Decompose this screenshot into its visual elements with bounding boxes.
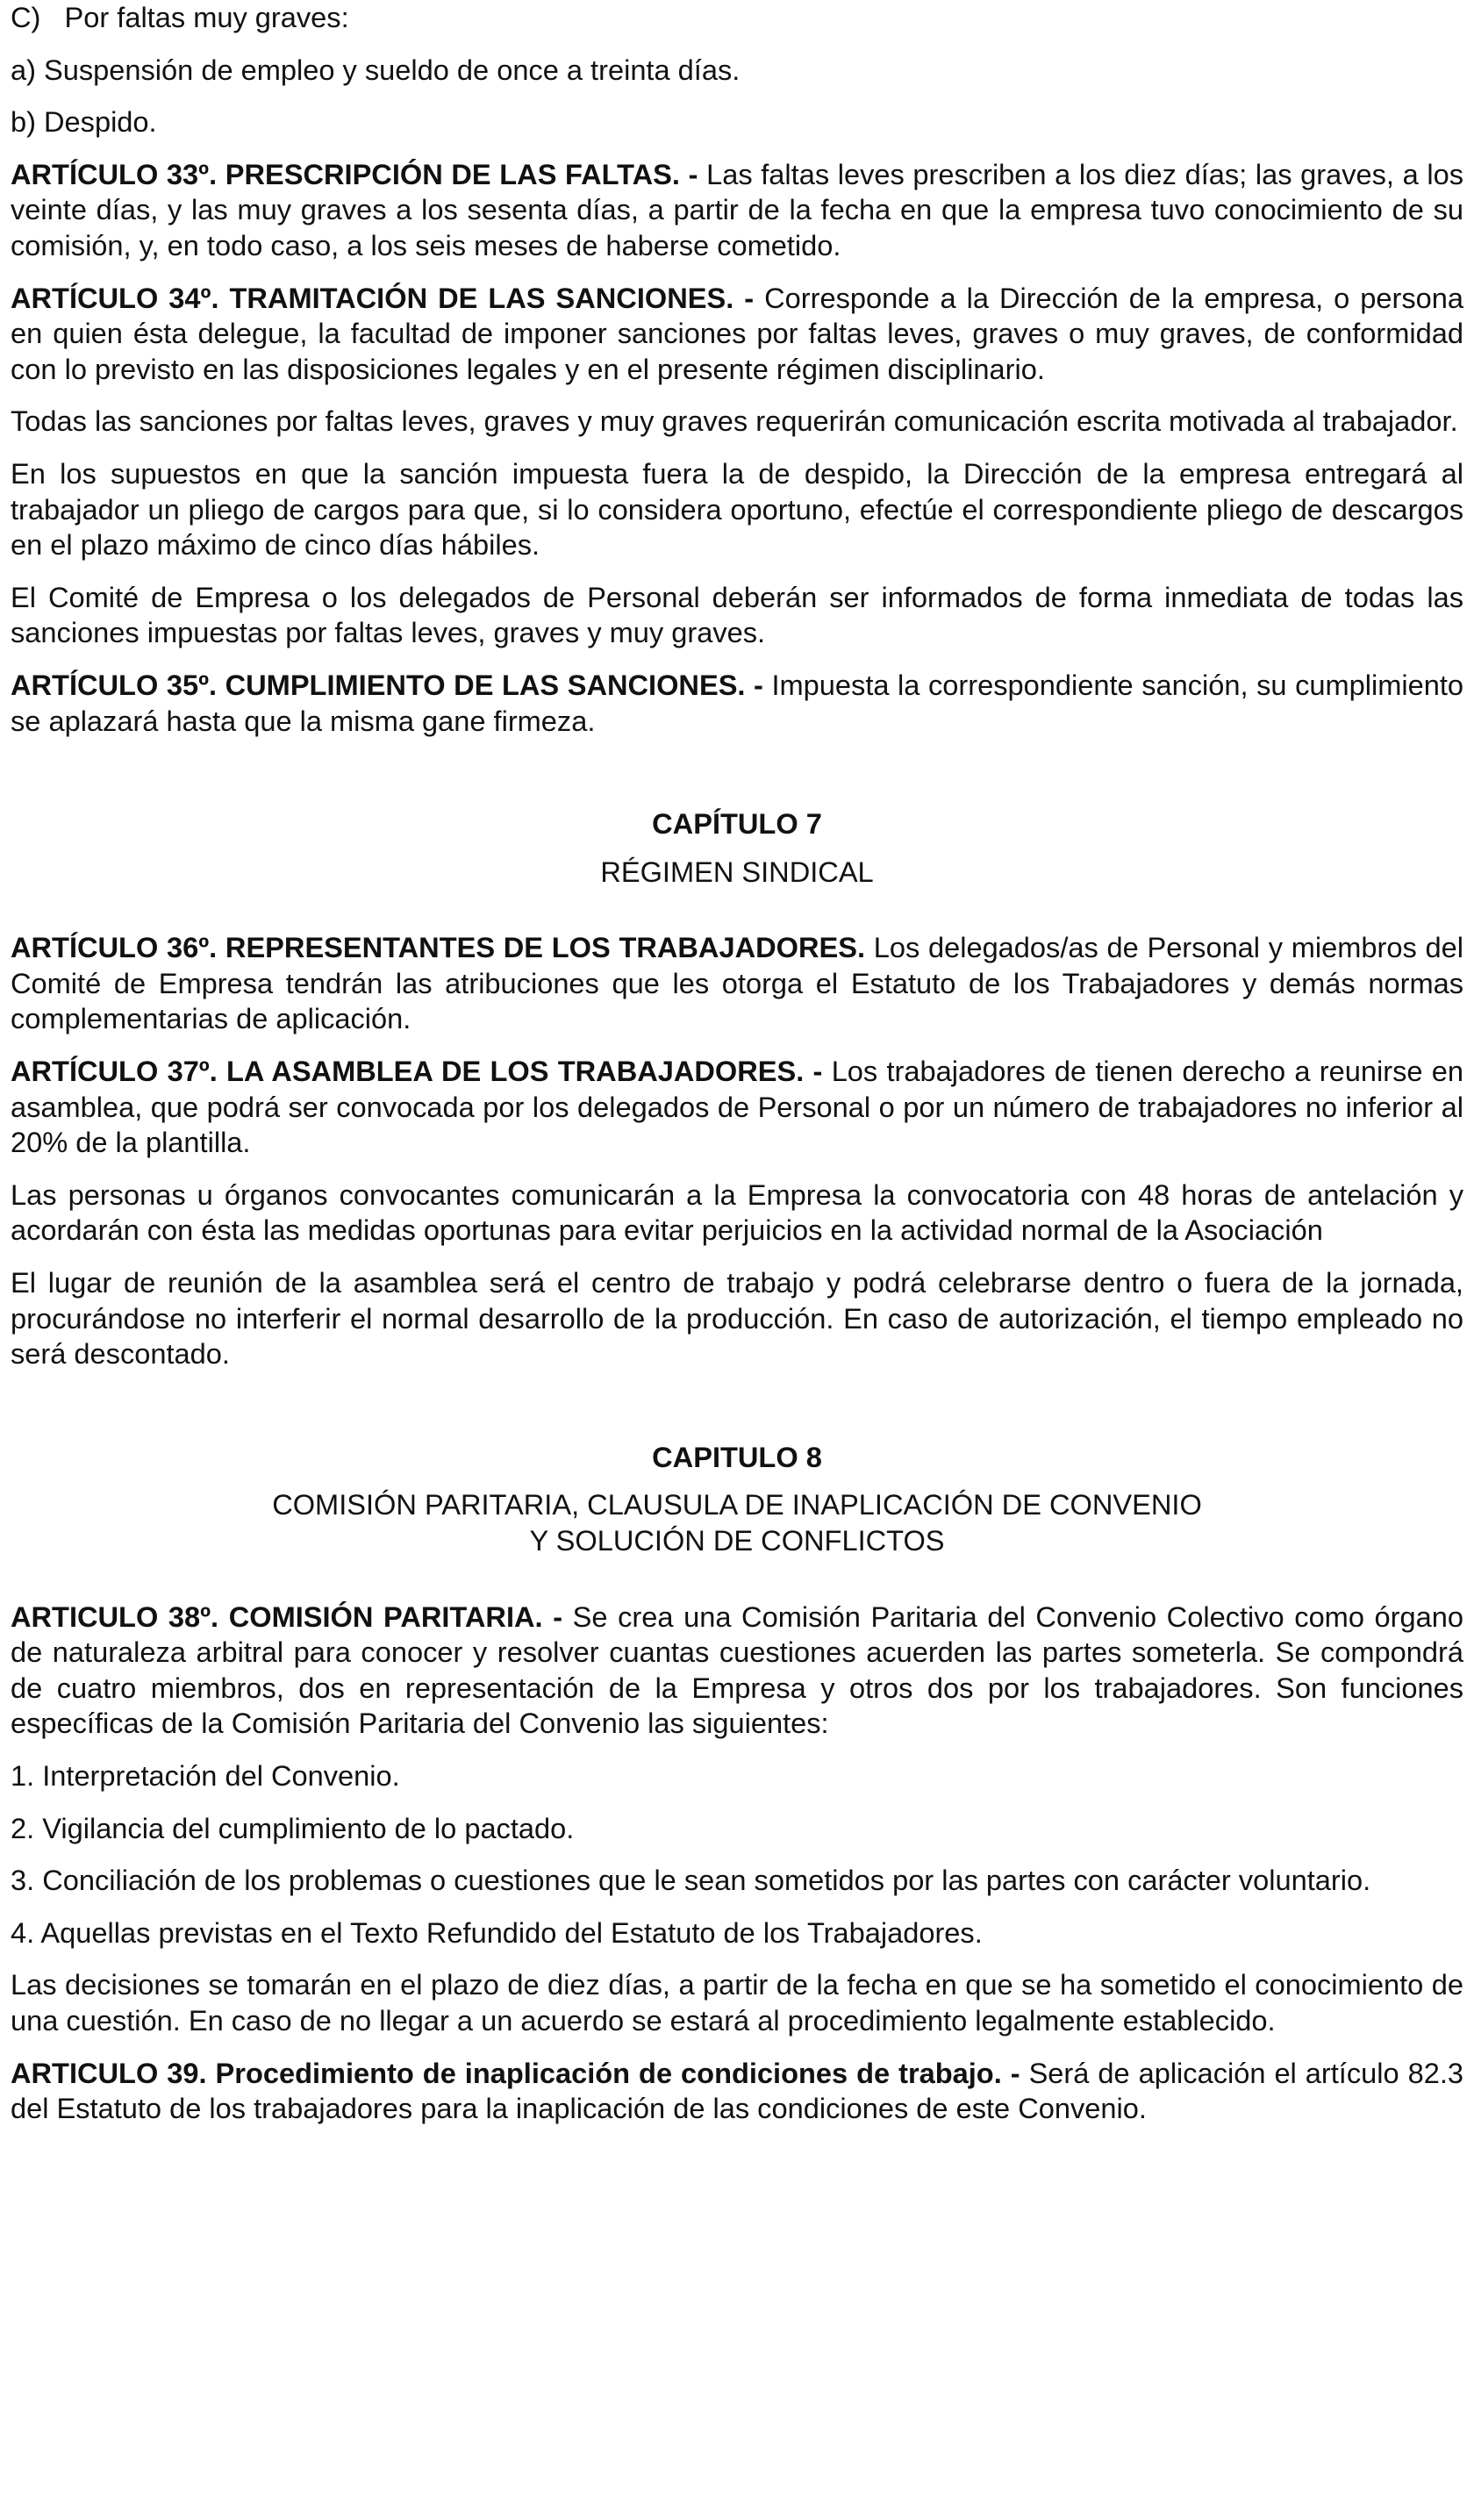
paragraph-text: 1. Interpretación del Convenio. — [11, 1758, 400, 1792]
article-text: Se crea una Comisión Paritaria del Convenio Colectivo como órgano de naturaleza arbitral para conocer y resolver cuantas cuestiones acuerden las partes someterla. Se compondrá de cuatro miembros, dos en representación de la Empresa y otros dos por los trabajadores. Son funciones específicas de la Comisión Paritaria del Convenio las siguientes: — [11, 1600, 1463, 1740]
article-text: Las faltas leves prescriben a los diez días; las graves, a los veinte días, y las muy graves a los sesenta días, a partir de la fecha en que la empresa tuvo conocimiento de su comisión, y, en todo caso, a los seis meses de haberse cometido. — [11, 157, 1463, 261]
paragraph-faltas-muy-graves — [11, 0, 1463, 36]
paragraph-text: a) Suspensión de empleo y sueldo de once a treinta días. — [11, 53, 741, 86]
paragraph-text: Las decisiones se tomarán en el plazo de diez días, a partir de la fecha en que se ha sometido el conocimiento de una cuestión. En caso de no llegar a un acuerdo se estará al procedimiento legalmente establecido. — [11, 1968, 1463, 2037]
article-39 — [11, 2056, 1463, 2127]
article-36 — [11, 930, 1463, 1037]
article-33 — [11, 157, 1463, 264]
article-38 — [11, 1600, 1463, 1742]
list-item-4 — [11, 1915, 1463, 1951]
chapter-8-number: CAPITULO 8 — [652, 1440, 822, 1473]
paragraph-comite-informado — [11, 580, 1463, 651]
article-heading: ARTICULO 39. Procedimiento de inaplicación de condiciones de trabajo. - — [11, 2056, 1020, 2089]
article-37 — [11, 1054, 1463, 1161]
document-page — [11, 0, 1463, 2144]
chapter-8-title-line-2: Y SOLUCIÓN DE CONFLICTOS — [529, 1524, 945, 1557]
article-text: Los trabajadores de tienen derecho a reunirse en asamblea, que podrá ser convocada por los delegados de Personal o por un número de trabajadores no inferior al 20% de la plantilla. — [11, 1055, 1463, 1159]
article-text: Los delegados/as de Personal y miembros del Comité de Empresa tendrán las atribuciones que les otorga el Estatuto de los Trabajadores y demás normas complementarias de aplicación. — [11, 931, 1463, 1035]
paragraph-text: 4. Aquellas previstas en el Texto Refundido del Estatuto de los Trabajadores. — [11, 1915, 983, 1949]
paragraph-text: Las personas u órganos convocantes comunicarán a la Empresa la convocatoria con 48 horas de antelación y acordarán con ésta las medidas oportunas para evitar perjuicios en la actividad normal de la Asociación — [11, 1178, 1463, 1247]
paragraph-text: El lugar de reunión de la asamblea será el centro de trabajo y podrá celebrarse dentro o fuera de la jornada, procurándose no interferir el normal desarrollo de la producción. En caso de autorización, el tiempo empleado no será descontado. — [11, 1266, 1463, 1371]
paragraph-sanciones-comunicacion — [11, 404, 1463, 440]
article-text: Corresponde a la Dirección de la empresa, o persona en quien ésta delegue, la facultad de imponer sanciones por faltas leves, graves o muy graves, de conformidad con lo previsto en las disposiciones legales y en el presente régimen disciplinario. — [11, 281, 1463, 385]
article-text: Será de aplicación el artículo 82.3 del Estatuto de los trabajadores para la inaplicación de las condiciones de este Convenio. — [11, 2056, 1463, 2125]
paragraph-text: El Comité de Empresa o los delegados de Personal deberán ser informados de forma inmediata de todas las sanciones impuestas por faltas leves, graves y muy graves. — [11, 580, 1463, 649]
list-item-1 — [11, 1758, 1463, 1794]
paragraph-text: Todas las sanciones por faltas leves, graves y muy graves requerirán comunicación escrita motivada al trabajador. — [11, 404, 1458, 438]
article-heading: ARTÍCULO 35º. CUMPLIMIENTO DE LAS SANCIONES. - — [11, 668, 763, 701]
paragraph-decisiones — [11, 1967, 1463, 2038]
list-item-3 — [11, 1863, 1463, 1899]
paragraph-list-item-b — [11, 104, 1463, 140]
list-item-2 — [11, 1811, 1463, 1847]
chapter-7-title: RÉGIMEN SINDICAL — [600, 855, 874, 888]
paragraph-text: En los supuestos en que la sanción impuesta fuera la de despido, la Dirección de la empresa entregará al trabajador un pliego de cargos para que, si lo considera oportuno, efectúe el correspondiente pliego de descargos en el plazo máximo de cinco días hábiles. — [11, 456, 1463, 562]
article-heading: ARTÍCULO 33º. PRESCRIPCIÓN DE LAS FALTAS. - — [11, 157, 698, 190]
article-heading: ARTÍCULO 34º. TRAMITACIÓN DE LAS SANCIONES. - — [11, 281, 755, 314]
article-heading: ARTÍCULO 37º. LA ASAMBLEA DE LOS TRABAJADORES. - — [11, 1055, 823, 1088]
paragraph-text: b) Despido. — [11, 105, 157, 139]
article-heading: ARTÍCULO 36º. REPRESENTANTES DE LOS TRABAJADORES. — [11, 931, 865, 964]
paragraph-text: 3. Conciliación de los problemas o cuestiones que le sean sometidos por las partes con carácter voluntario. — [11, 1864, 1371, 1897]
paragraph-list-item-a — [11, 53, 1463, 89]
article-35 — [11, 668, 1463, 739]
chapter-7-number: CAPÍTULO 7 — [652, 807, 822, 841]
article-text: Impuesta la correspondiente sanción, su cumplimiento se aplazará hasta que la misma gane firmeza. — [11, 668, 1464, 737]
paragraph-text: 2. Vigilancia del cumplimiento de lo pactado. — [11, 1811, 575, 1844]
paragraph-text: C) Por faltas muy graves: — [11, 1, 349, 33]
article-heading: ARTICULO 38º. COMISIÓN PARITARIA. - — [11, 1600, 563, 1633]
paragraph-lugar-reunion — [11, 1265, 1463, 1372]
paragraph-convocatoria — [11, 1178, 1463, 1249]
chapter-8-title-line-1: COMISIÓN PARITARIA, CLAUSULA DE INAPLICACIÓN DE CONVENIO — [272, 1488, 1202, 1521]
article-34 — [11, 281, 1463, 388]
paragraph-pliego-cargos — [11, 456, 1463, 563]
